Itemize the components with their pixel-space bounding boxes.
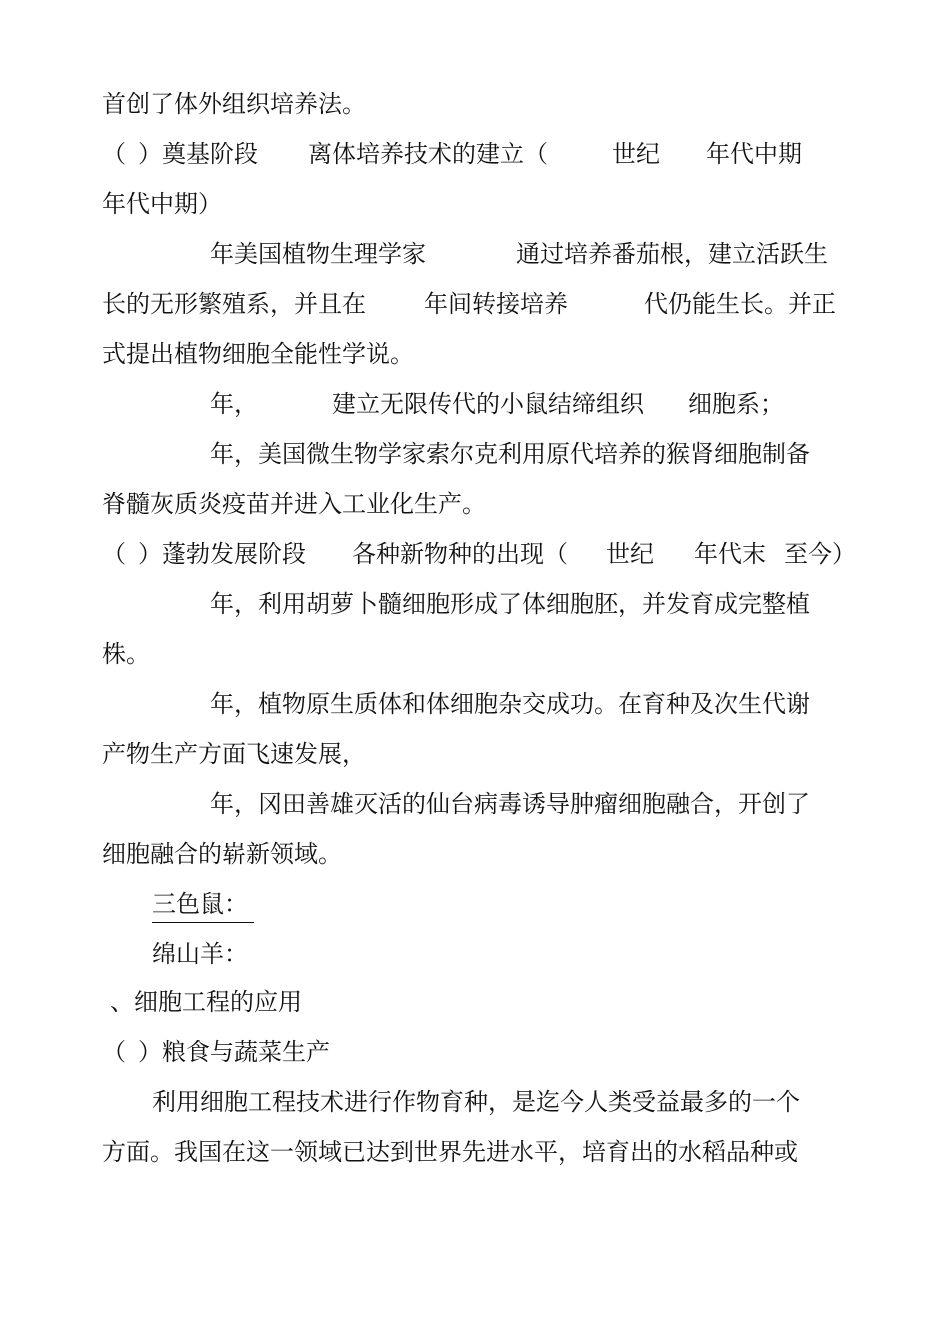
section-heading (0, 532, 950, 576)
text-line (0, 732, 950, 776)
text-segment: ）粮食与蔬菜生产 (138, 1038, 330, 1066)
text-line (0, 1080, 950, 1124)
text-segment: （ (102, 1038, 126, 1066)
text-segment: 代仍能生长。并正 (644, 290, 836, 318)
text-segment: 年代中期） (102, 190, 222, 218)
text-line (0, 282, 950, 326)
text-line (0, 82, 950, 126)
text-segment: 世纪 (612, 140, 660, 168)
text-line (0, 232, 950, 276)
text-line (0, 432, 950, 476)
text-segment: 年，利用胡萝卜髓细胞形成了体细胞胚，并发育成完整植 (210, 590, 810, 618)
text-line (0, 1130, 950, 1174)
text-segment: ）蓬勃发展阶段 (138, 540, 306, 568)
text-segment: （ (102, 140, 126, 168)
text-segment: 株。 (102, 640, 150, 668)
text-segment: 式提出植物细胞全能性学说。 (102, 340, 414, 368)
text-segment: 建立无限传代的小鼠结缔组织 (332, 390, 644, 418)
text-line (0, 832, 950, 876)
text-line (0, 582, 950, 626)
text-line (0, 332, 950, 376)
text-segment: 年代末 (694, 540, 766, 568)
text-segment: 脊髓灰质炎疫苗并进入工业化生产。 (102, 490, 486, 518)
text-segment: 三色鼠： (152, 886, 254, 923)
text-segment: 年，植物原生质体和体细胞杂交成功。在育种及次生代谢 (210, 690, 810, 718)
text-segment: 各种新物种的出现（ (352, 540, 568, 568)
text-segment: 绵山羊： (152, 940, 248, 968)
text-segment: 年美国植物生理学家 (210, 240, 426, 268)
text-line (0, 632, 950, 676)
text-line (0, 932, 950, 976)
text-line (0, 882, 950, 926)
text-segment: （ (102, 540, 126, 568)
text-segment: 细胞融合的崭新领域。 (102, 840, 342, 868)
text-line (0, 682, 950, 726)
text-segment: ）奠基阶段 (138, 140, 258, 168)
text-segment: 细胞系； (688, 390, 784, 418)
underlined-label (152, 882, 254, 926)
text-segment: 年，美国微生物学家索尔克利用原代培养的猴肾细胞制备 (210, 440, 810, 468)
text-segment: 、细胞工程的应用 (110, 988, 302, 1016)
text-segment: 首创了体外组织培养法。 (102, 90, 366, 118)
text-line (0, 782, 950, 826)
text-line (0, 382, 950, 426)
text-segment: 通过培养番茄根，建立活跃生 (516, 240, 828, 268)
section-heading (0, 132, 950, 176)
text-segment: 年间转接培养 (424, 290, 568, 318)
text-segment: 产物生产方面飞速发展， (102, 740, 366, 768)
section-heading (0, 980, 950, 1024)
text-segment: 方面。我国在这一领域已达到世界先进水平，培育出的水稻品种或 (102, 1138, 798, 1166)
text-segment: 至今） (784, 540, 856, 568)
text-segment: 年，冈田善雄灭活的仙台病毒诱导肿瘤细胞融合，开创了 (210, 790, 810, 818)
text-segment: 年代中期 (706, 140, 802, 168)
text-segment: 世纪 (606, 540, 654, 568)
text-line (0, 182, 950, 226)
text-line (0, 482, 950, 526)
text-segment: 年， (210, 390, 258, 418)
text-segment: 利用细胞工程技术进行作物育种，是迄今人类受益最多的一个 (152, 1088, 800, 1116)
section-heading (0, 1030, 950, 1074)
text-segment: 长的无形繁殖系，并且在 (102, 290, 366, 318)
text-segment: 离体培养技术的建立（ (308, 140, 548, 168)
